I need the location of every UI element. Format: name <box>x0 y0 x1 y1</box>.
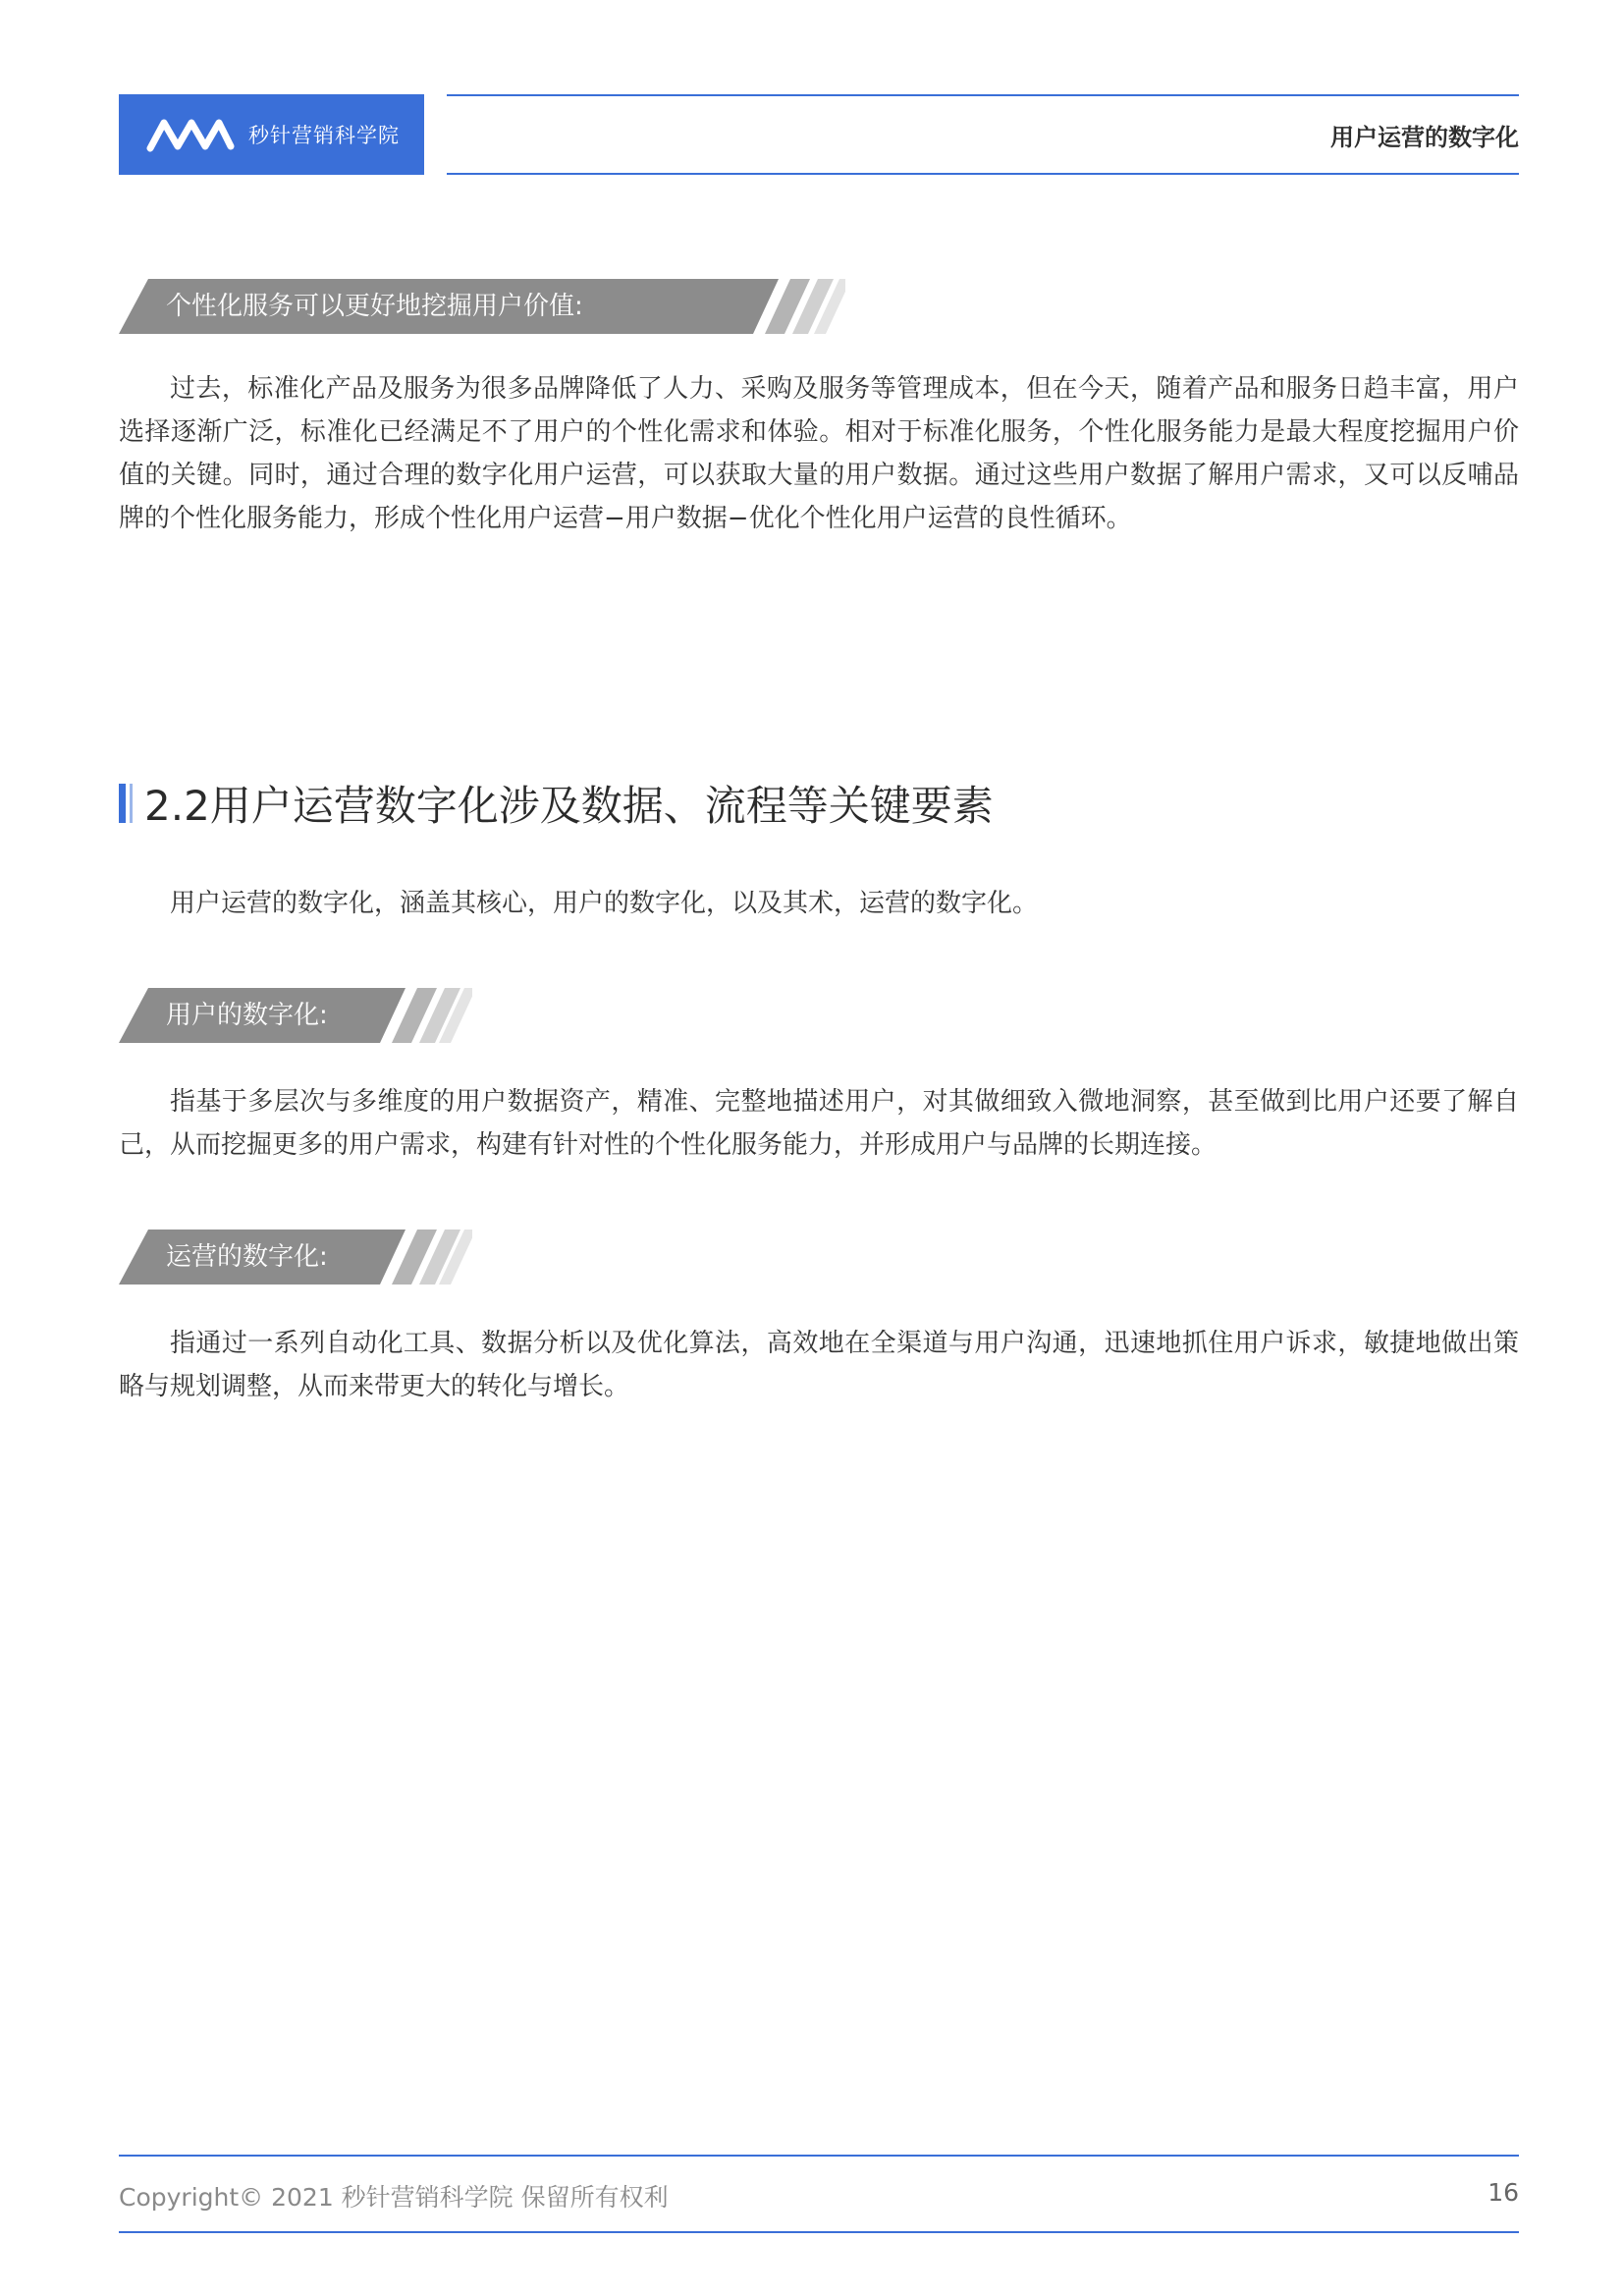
tag-label: 个性化服务可以更好地挖掘用户价值: <box>166 292 583 321</box>
header-top-rule <box>447 94 1519 96</box>
heading-accent-bar <box>119 784 126 823</box>
heading-accent-bar-light <box>130 784 133 823</box>
footer-bottom-rule <box>119 2231 1519 2233</box>
section-tag-personalization <box>119 279 845 334</box>
brand-logo-icon <box>146 115 235 154</box>
paragraph-personalization: 过去，标准化产品及服务为很多品牌降低了人力、采购及服务等管理成本，但在今天，随着产品和服务日趋丰富，用户选择逐渐广泛，标准化已经满足不了用户的个性化需求和体验。相对于标准化服务，个性化服务能力是最大程度挖掘用户价值的关键。同时，通过合理的数字化用户运营，可以获取大量的用户数据。通过这些用户数据了解用户需求，又可以反哺品牌的个性化服务能力，形成个性化用户运营−用户数据−优化个性化用户运营的良性循环。 <box>119 374 1519 533</box>
logo-text: 秒针营销科学院 <box>248 124 400 147</box>
tag-label: 用户的数字化: <box>166 1001 328 1030</box>
paragraph-intro: 用户运营的数字化，涵盖其核心，用户的数字化，以及其术，运营的数字化。 <box>170 889 1039 918</box>
section-heading <box>119 774 994 833</box>
logo-banner <box>119 94 424 175</box>
footer-top-rule <box>119 2155 1519 2157</box>
section-tag-operation-digitization <box>119 1230 472 1285</box>
section-tag-user-digitization <box>119 988 472 1043</box>
paragraph-user-digitization: 指基于多层次与多维度的用户数据资产，精准、完整地描述用户，对其做细致入微地洞察，甚至做到比用户还要了解自己，从而挖掘更多的用户需求，构建有针对性的个性化服务能力，并形成用户与品牌的长期连接。 <box>119 1087 1519 1160</box>
footer-copyright: Copyright© 2021 秒针营销科学院 保留所有权利 <box>119 2183 669 2212</box>
header-bottom-rule <box>447 173 1519 175</box>
tag-label: 运营的数字化: <box>166 1242 328 1272</box>
section-title: 2.2用户运营数字化涉及数据、流程等关键要素 <box>144 782 994 830</box>
header-doc-title: 用户运营的数字化 <box>1330 124 1519 151</box>
page-number: 16 <box>1488 2178 1519 2207</box>
paragraph-operation-digitization: 指通过一系列自动化工具、数据分析以及优化算法，高效地在全渠道与用户沟通，迅速地抓住用户诉求，敏捷地做出策略与规划调整，从而来带更大的转化与增长。 <box>119 1329 1519 1401</box>
